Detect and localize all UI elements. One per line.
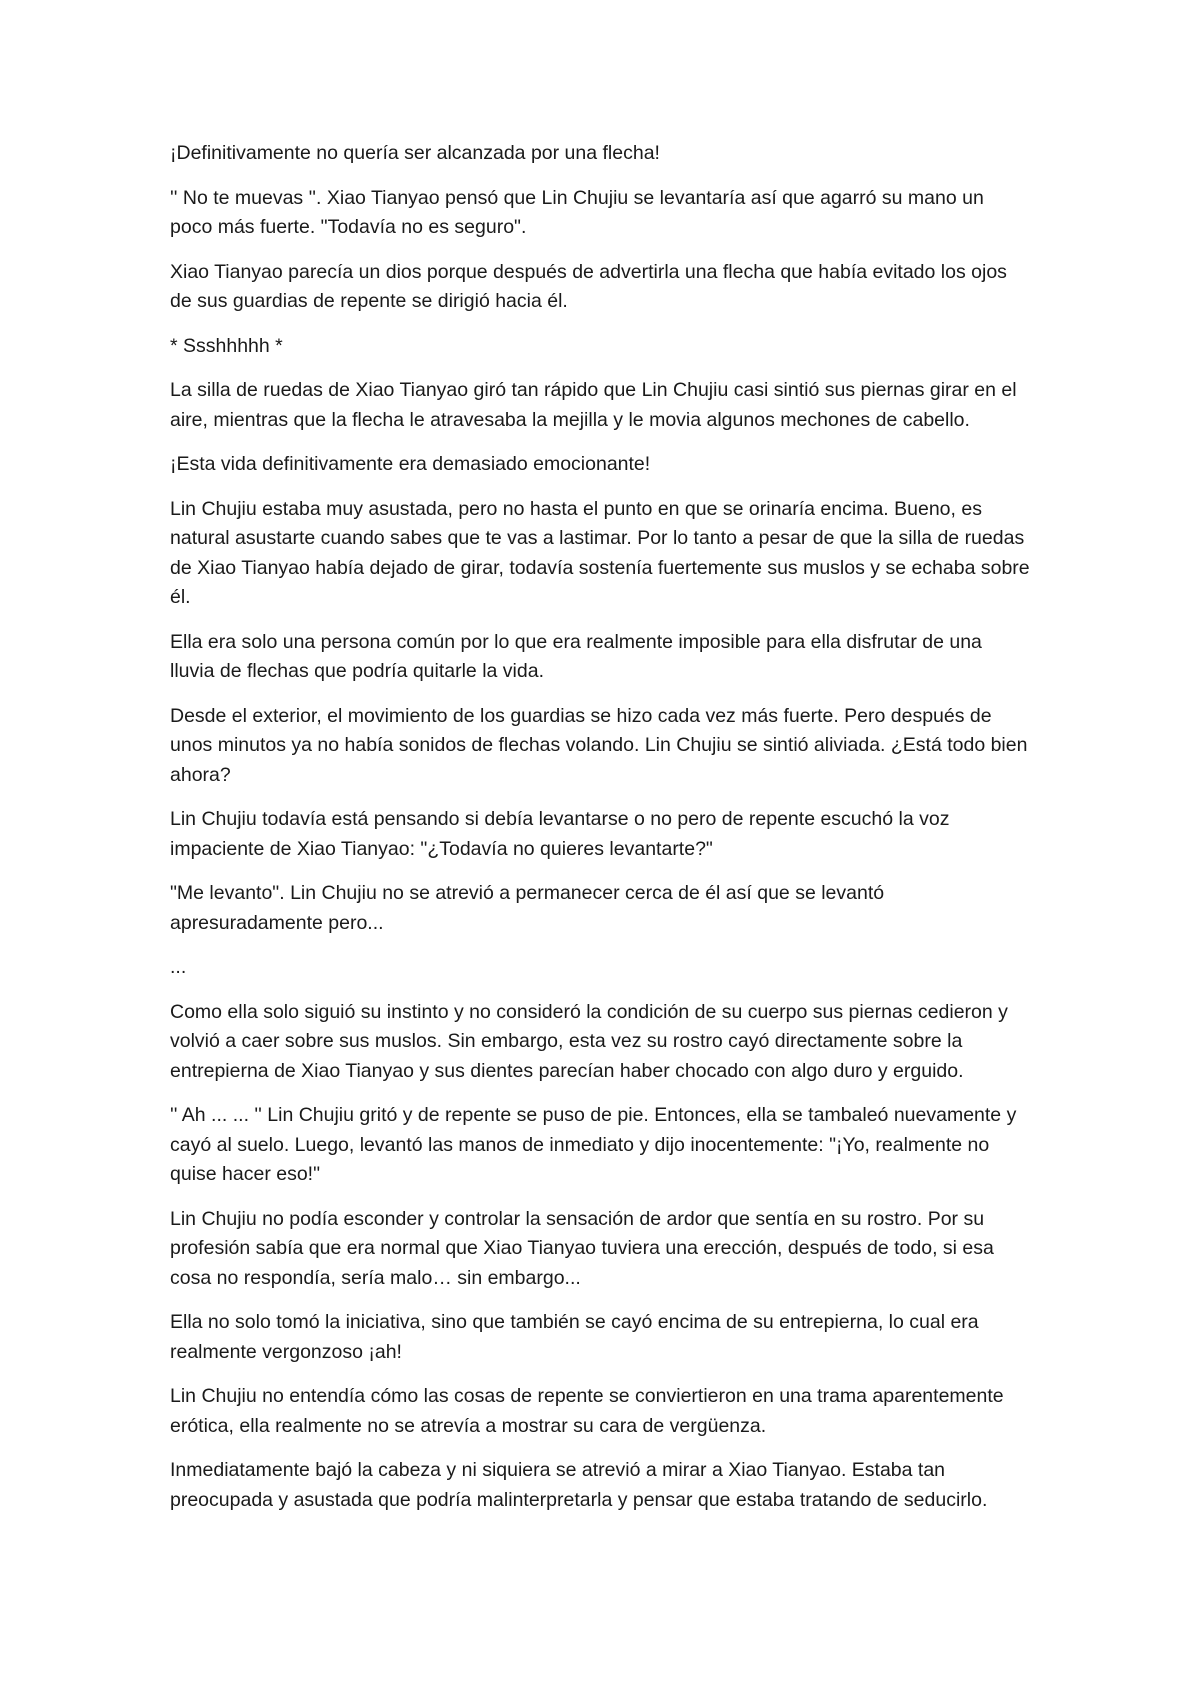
paragraph: Xiao Tianyao parecía un dios porque después de advertirla una flecha que había evitado los ojos de sus guardias de repente se dirigió hacia él. bbox=[170, 260, 1007, 312]
paragraph: Ella no solo tomó la iniciativa, sino que también se cayó encima de su entrepierna, lo cual era realmente vergonzoso ¡ah! bbox=[170, 1311, 979, 1363]
paragraph: Lin Chujiu estaba muy asustada, pero no hasta el punto en que se orinaría encima. Bueno, es natural asustarte cuando sabes que te vas a lastimar. Por lo tanto a pesar de que la silla de ruedas de Xiao Tianyao había dejado de girar, todavía sostenía fuertemente sus muslos y se echaba sobre él. bbox=[170, 497, 1030, 608]
paragraph: ... bbox=[170, 956, 187, 978]
paragraph: Desde el exterior, el movimiento de los guardias se hizo cada vez más fuerte. Pero después de unos minutos ya no había sonidos de flechas volando. Lin Chujiu se sintió aliviada. ¿Está todo bien ahora? bbox=[170, 704, 1028, 786]
paragraph: Lin Chujiu todavía está pensando si debía levantarse o no pero de repente escuchó la voz impaciente de Xiao Tianyao: "¿Todavía no quieres levantarte?" bbox=[170, 808, 950, 860]
paragraph: ¡Esta vida definitivamente era demasiado emocionante! bbox=[170, 453, 651, 475]
paragraph: Como ella solo siguió su instinto y no consideró la condición de su cuerpo sus piernas cedieron y volvió a caer sobre sus muslos. Sin embargo, esta vez su rostro cayó directamente sobre la entrepierna de Xiao Tianyao y sus dientes parecían haber chocado con algo duro y erguido. bbox=[170, 1000, 1008, 1082]
paragraph: La silla de ruedas de Xiao Tianyao giró tan rápido que Lin Chujiu casi sintió sus piernas girar en el aire, mientras que la flecha le atravesaba la mejilla y le movia algunos mechones de cabello. bbox=[170, 379, 1017, 431]
paragraph: * Ssshhhhh * bbox=[170, 334, 283, 357]
paragraph: Inmediatamente bajó la cabeza y ni siquiera se atrevió a mirar a Xiao Tianyao. Estaba tan preocupada y asustada que podría malinterpretarla y pensar que estaba tratando de seducirlo. bbox=[170, 1459, 988, 1511]
document-body bbox=[170, 139, 1030, 1530]
paragraph: '' Ah ... ... '' Lin Chujiu gritó y de repente se puso de pie. Entonces, ella se tambaleó nuevamente y cayó al suelo. Luego, levantó las manos de inmediato y dijo inocentemente: "¡Yo, realmente no quise hacer eso!" bbox=[170, 1104, 1017, 1185]
paragraph: ¡Definitivamente no quería ser alcanzada por una flecha! bbox=[170, 142, 660, 164]
paragraph: Ella era solo una persona común por lo que era realmente imposible para ella disfrutar de una lluvia de flechas que podría quitarle la vida. bbox=[170, 630, 982, 682]
paragraph: '' No te muevas ''. Xiao Tianyao pensó que Lin Chujiu se levantaría así que agarró su mano un poco más fuerte. "Todavía no es seguro". bbox=[170, 186, 984, 238]
paragraph: Lin Chujiu no entendía cómo las cosas de repente se conviertieron en una trama aparentemente erótica, ella realmente no se atrevía a mostrar su cara de vergüenza. bbox=[170, 1385, 1004, 1437]
paragraph: "Me levanto". Lin Chujiu no se atrevió a permanecer cerca de él así que se levantó apresuradamente pero... bbox=[170, 882, 885, 934]
paragraph: Lin Chujiu no podía esconder y controlar la sensación de ardor que sentía en su rostro. Por su profesión sabía que era normal que Xiao Tianyao tuviera una erección, después de todo, si esa cosa no respondía, sería malo… sin embargo... bbox=[170, 1207, 994, 1289]
